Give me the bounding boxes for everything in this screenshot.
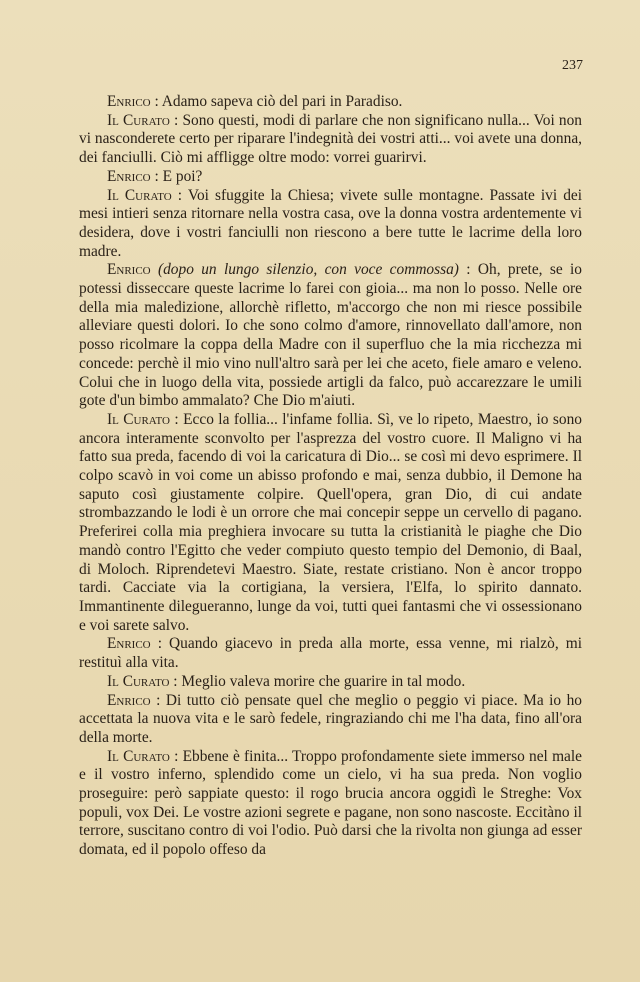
speaker-name: Enrico (107, 93, 151, 110)
stage-direction: (dopo un lungo silenzio, con voce commossa) (157, 261, 459, 279)
dialogue-paragraph-3: Enrico : E poi? (107, 167, 203, 185)
speech-text: Ecco la follia... l'infame follia. Sì, ve lo ripeto, Maestro, io sono ancora interamente sconvolto per l'asprezza del vostro cuore. Il Maligno vi ha fatto sua preda, facendo di voi la caricatura di Dio... se così mi devo esprimere. Il colpo scavò in voi come un abisso profondo e mai, senza dubbio, il Demone ha saputo così giustamente colpire. Quell'opera, gran Dio, di cui andate strombazzando le lodi è un orrore che mai concepir seppe un cervello di pagano. Preferirei colla mia preghiera invocare su tutta la cristianità le piaghe che Dio mandò contro l'Egitto che veder compiuto questo tempio del Demonio, di Baal, di Moloch. Riprendetevi Maestro. Siate, restate cristiano. Non è ancor troppo tardi. Cacciate via la cortigiana, la versiera, l'Elfa, lo spirito dannato. Immantinente dilegueranno, lunge da voi, tutti quei fantasmi che vi ossessionano e voi sarete salvo. (79, 410, 582, 634)
speaker-name: Il Curato (107, 186, 172, 204)
speaker-name: Il Curato (107, 672, 170, 690)
speech-text: Ebbene è finita... Troppo profondamente siete immerso nel male e il vostro inferno, splendido come un cielo, vi ha sua preda. Non voglio proseguire: però sappiate questo: il rogo brucia ancora oggidì le Streghe: Vox populi, vox Dei. Le vostre azioni segrete e pagane, non sono nascoste. Eccitàno il terrore, suscitano contro di voi l'odio. Può darsi che la rivolta non giunga ad esser domata, ed il popolo offeso da (79, 747, 582, 859)
dialogue-paragraph-5: Enrico (dopo un lungo silenzio, con voce commossa) : Oh, prete, se io potessi disseccare queste lacrime lo farei con gioia... ma non lo posso. Nelle ore della mia maledizione, allorchè rifletto, m'accorgo che non mi riesce possibile alleviare questi dolori. Io che sono colmo d'amore, rinnovellato dall'amore, non posso ricolmare la coppa della Madre con il superfluo che la mia ricchezza mi concede: perchè il mio vino null'altro sarà per lei che aceto, fiele amaro e veleno. Colui che in luogo della vita, possiede artigli da falco, può accarezzare le umili gote d'un bimbo ammalato? Che Dio m'aiuti. (79, 261, 582, 410)
dialogue-paragraph-4: Il Curato : Voi sfuggite la Chiesa; vivete sulle montagne. Passate ivi dei mesi intieri senza ritornare nella vostra casa, ove la donna vostra ardentemente vi desidera, dove i vostri fanciulli non riescono a bere tutte le lacrime della loro madre. (79, 186, 582, 260)
dialogue-paragraph-7: Enrico : Quando giacevo in preda alla morte, essa venne, mi rialzò, mi restituì alla vita. (79, 635, 582, 672)
speaker-name: Il Curato (107, 747, 170, 765)
speech-text: Meglio valeva morire che guarire in tal modo. (181, 672, 466, 690)
speech-text: Voi sfuggite la Chiesa; vivete sulle montagne. Passate ivi dei mesi intieri senza ritornare nella vostra casa, ove la donna vostra ardentemente vi desidera, dove i vostri fanciulli non riescono a bere tutte le lacrime della loro madre. (79, 186, 582, 260)
speech-text: Adamo sapeva ciò del pari in Paradiso. (161, 93, 403, 110)
dialogue-paragraph-6: Il Curato : Ecco la follia... l'infame follia. Sì, ve lo ripeto, Maestro, io sono ancora interamente sconvolto per l'asprezza del vostro cuore. Il Maligno vi ha fatto sua preda, facendo di voi la caricatura di Dio... se così mi devo esprimere. Il colpo scavò in voi come un abisso profondo e mai, senza dubbio, il Demone ha saputo così giustamente colpire. Quell'opera, gran Dio, di cui andate strombazzando le lodi è un orrore che mai concepir seppe un cervello di pagano. Preferirei colla mia preghiera invocare su tutta la cristianità le piaghe che Dio mandò contro l'Egitto che veder compiuto questo tempio del Demonio, di Baal, di Moloch. Riprendetevi Maestro. Siate, restate cristiano. Non è ancor troppo tardi. Cacciate via la cortigiana, la versiera, l'Elfa, lo spirito dannato. Immantinente dilegueranno, lunge da voi, tutti quei fantasmi che vi ossessionano e voi sarete salvo. (79, 410, 582, 634)
dialogue-paragraph-10: Il Curato : Ebbene è finita... Troppo profondamente siete immerso nel male e il vostro inferno, splendido come un cielo, vi ha sua preda. Non voglio proseguire: però sappiate questo: il rogo brucia ancora oggidì le Streghe: Vox populi, vox Dei. Le vostre azioni segrete e pagane, non sono nascoste. Eccitàno il terrore, suscitano contro di voi l'odio. Può darsi che la rivolta non giunga ad esser domata, ed il popolo offeso da (79, 747, 582, 859)
dialogue-paragraph-1: Enrico : Adamo sapeva ciò del pari in Paradiso. (107, 93, 403, 110)
speech-text: Quando giacevo in preda alla morte, essa venne, mi rialzò, mi restituì alla vita. (79, 635, 582, 672)
speaker-name: Il Curato (107, 111, 170, 129)
speech-text: Di tutto ciò pensate quel che meglio o peggio vi piace. Ma io ho accettata la nuova vita e le sarò fedele, ringraziando chi me l'ha data, fino all'ora della morte. (79, 691, 582, 746)
speaker-name: Enrico (107, 635, 151, 653)
speech-text: E poi? (162, 167, 203, 185)
speaker-name: Enrico (107, 167, 151, 185)
speech-text: Sono questi, modi di parlare che non significano nulla... Voi non vi nasconderete certo per riparare l'indegnità dei vostri atti... voi avete una donna, dei fanciulli. Ciò mi affligge oltre modo: vorrei guarirvi. (79, 111, 582, 167)
speaker-name: Enrico (107, 691, 151, 709)
page-number: 237 (562, 58, 583, 73)
speech-text: Oh, prete, se io potessi disseccare queste lacrime lo farei con gioia... ma non lo posso. Nelle ore della mia maledizione, allorchè rifletto, m'accorgo che non mi riesce possibile alleviare questi dolori. Io che sono colmo d'amore, rinnovellato dall'amore, non posso ricolmare la coppa della Madre con il superfluo che la mia ricchezza mi concede: perchè il mio vino null'altro sarà per lei che aceto, fiele amaro e veleno. Colui che in luogo della vita, possiede artigli da falco, può accarezzare le umili gote d'un bimbo ammalato? Che Dio m'aiuti. (79, 261, 582, 410)
speaker-name: Enrico (107, 261, 151, 279)
dialogue-text (79, 93, 582, 860)
speaker-name: Il Curato (107, 410, 170, 428)
dialogue-paragraph-2: Il Curato : Sono questi, modi di parlare che non significano nulla... Voi non vi nasconderete certo per riparare l'indegnità dei vostri atti... voi avete una donna, dei fanciulli. Ciò mi affligge oltre modo: vorrei guarirvi. (79, 111, 582, 167)
dialogue-paragraph-9: Enrico : Di tutto ciò pensate quel che meglio o peggio vi piace. Ma io ho accettata la nuova vita e le sarò fedele, ringraziando chi me l'ha data, fino all'ora della morte. (79, 691, 582, 746)
dialogue-paragraph-8: Il Curato : Meglio valeva morire che guarire in tal modo. (107, 672, 466, 690)
